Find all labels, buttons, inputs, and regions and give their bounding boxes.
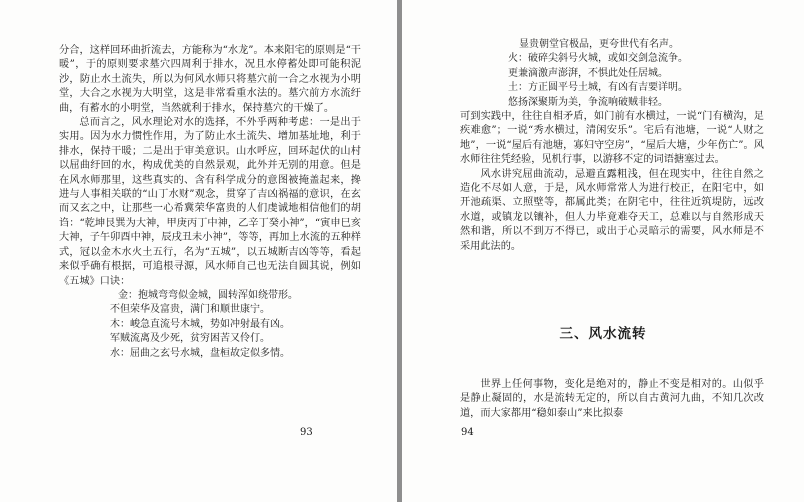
right-page-text — [460, 38, 764, 254]
poem-line: 不但荣华及富贵，满门和顺世康宁。 — [110, 304, 270, 316]
poem-line: 水：屈曲之玄号水城，盘桓故定似多情。 — [110, 347, 290, 359]
right-poem — [460, 38, 764, 110]
left-page — [0, 0, 397, 502]
poem-line: 土：方正圆平号土城，有凶有吉要详明。 — [508, 82, 688, 94]
left-paragraph-2: 总而言之，风水理论对水的选择，不外乎两种考虑：一是出于实用。因为水力惯性作用，为了防止水土流失、增加基址地，利于排水，保持干暖；二是出于审美意识。山水呼应，回环起伏的山村以屈曲纡回的水，构成优美的自然景观，此外并无别的用意。但是在风水师那里，这些真实的、含有科学成分的意图被掩盖起来，搀进与人事相关联的“山丁水财”观念，贯穿了吉凶祸福的意识，在玄而又玄之中，让那些一心希冀荣华富贵的人们虔诚地相信他们的胡诌：“乾坤艮巽为大神，甲庚丙丁中神，乙辛丁癸小神”，“寅申巳亥大神，子午卯酉中神，辰戌丑未小神”，等等，再加上水流的五种样式，冠以金木水火土五行，名为“五城”，以五城断吉凶等等，看起来似乎确有根据，可追根寻源，风水师自己也无法自圆其说，例如《五城》口诀： — [59, 117, 361, 287]
poem-line: 火：破碎尖斜号火城，或如交剑急流争。 — [508, 53, 688, 65]
poem-line: 悠扬深聚斯为美，争流响破贼非轻。 — [508, 96, 668, 108]
left-poem — [59, 289, 361, 361]
left-paragraph-1: 分合，这样回环曲折流去，方能称为“水龙”。本来阳宅的原则是“干暖”，于的原则要求墓穴四周利于排水，况且水停蓄处即可能积泥沙，防止水土流失，所以为何风水师只将墓穴前一合之水视为小明堂，大合之水视为大明堂，这是非常看重水法的。墓穴前方水流纡曲，有蓄水的小明堂，当然就利于排水，保持墓穴的干燥了。 — [59, 45, 361, 114]
poem-line: 军贼流离及少死，贫穷困苦又伶仃。 — [110, 333, 270, 345]
right-page — [402, 0, 804, 502]
right-section-body — [460, 378, 764, 421]
page-number-right: 94 — [461, 427, 474, 438]
poem-line: 显贵朝堂官极品，更夸世代有名声。 — [519, 39, 679, 50]
left-page-text — [59, 44, 361, 361]
poem-line: 更兼滴激声澎湃，不惧此处任居城。 — [508, 67, 668, 79]
right-paragraph-2: 风水讲究屈曲流动，忌避直露粗浅，但在现实中，往往自然之造化不尽如人意，于是，风水师常常人为进行校正，在阳宅中，如开池疏渠、立照壁等，都属此类；在阴宅中，往往近筑堤防，远改水道，或镇龙以镶补，但人力毕竟难夺天工，总难以与自然形成天然和谐，所以不到万不得已，或出于心灵暗示的需要，风水师是不采用此法的。 — [460, 168, 764, 252]
section-title: 三、风水流转 — [559, 326, 647, 342]
page-number-left: 93 — [300, 427, 313, 438]
right-paragraph-1: 可到实践中，往往自相矛盾，如门前有水横过，一说“门有横沟，足疾难愈”；一说“秀水横过，清闲安乐”。宅后有池塘，一说“人财之地”，一说“屋后有池塘，寡妇守空房”，“屋后大塘，少年伤亡”。风水师往往凭经验，见机行事，以游移不定的词语搪塞过去。 — [460, 111, 764, 166]
poem-line: 木：峻急直流号木城，势如冲射最有凶。 — [110, 318, 290, 330]
poem-line: 金：抱城弯弯似金城，圆转浑如绕带形。 — [118, 289, 298, 301]
right-paragraph-3: 世界上任何事物，变化是绝对的，静止不变是相对的。山似乎是静止凝固的，水是流转无定的，所以自古黄河九曲，不知几次改道，而大家都用“稳如泰山”来比拟泰 — [460, 379, 764, 419]
